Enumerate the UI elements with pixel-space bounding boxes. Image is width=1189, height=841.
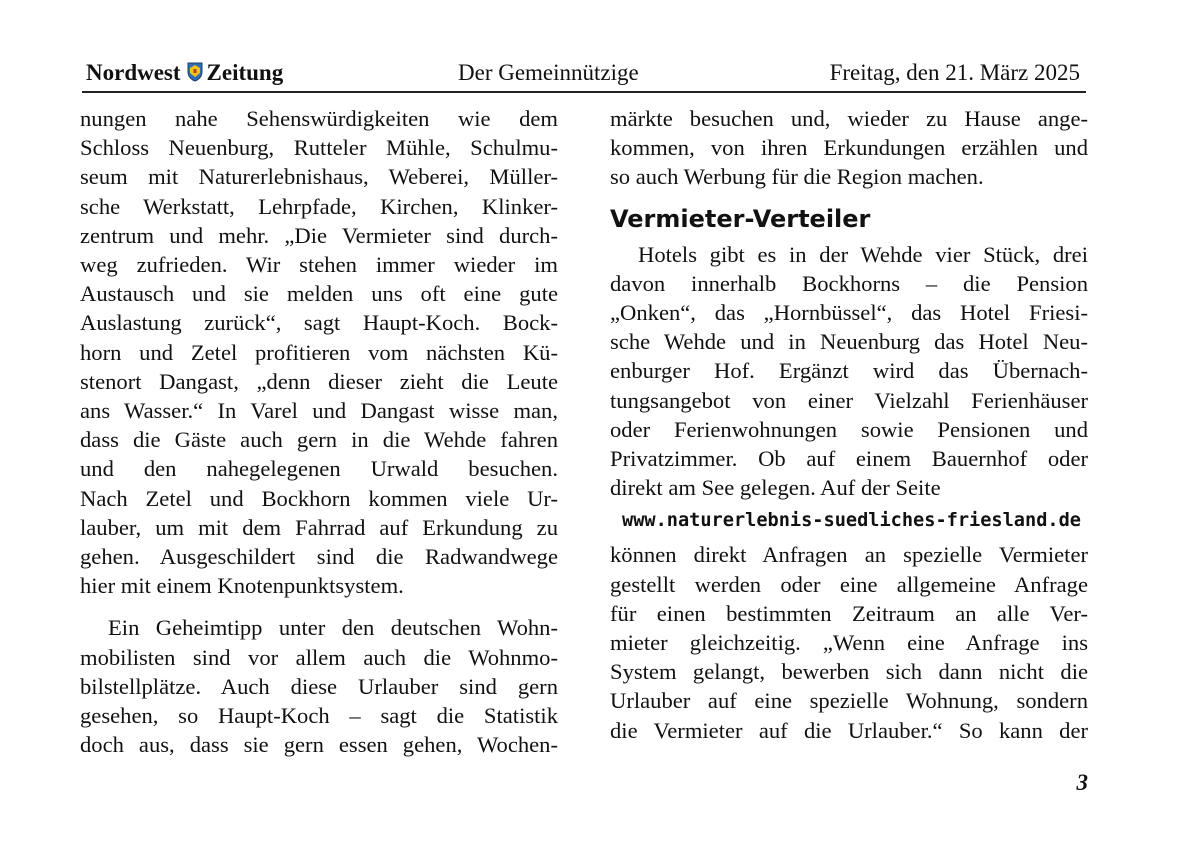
brand-name-part1: Nordwest [86, 60, 181, 85]
text-line: märkte besuchen und, wieder zu Hause ange- [610, 106, 1088, 131]
coat-of-arms-icon [187, 62, 203, 82]
text-line: oder Ferienwohnungen sowie Pensionen und [610, 416, 1088, 442]
website-link[interactable]: www.naturerlebnis-suedliches-friesland.de [622, 510, 1081, 532]
left-column [80, 104, 558, 759]
article-paragraph [80, 104, 558, 600]
text-line: enburger Hof. Ergänzt wird das Übernach- [610, 358, 1088, 384]
article-paragraph [610, 240, 1088, 503]
text-line: tungsangebot von einer Vielzahl Ferienhäuser [610, 387, 1088, 413]
text-line: lauber, um mit dem Fahrrad auf Erkundung zu [80, 514, 558, 540]
text-line: weg zufrieden. Wir stehen immer wieder im [80, 252, 558, 278]
text-line: mieter gleichzeitig. „Wenn eine Anfrage ins [610, 630, 1088, 656]
masthead [82, 57, 1086, 93]
text-line: sche Werkstatt, Lehrpfade, Kirchen, Klinker- [80, 193, 558, 219]
text-line: Austausch und sie melden uns oft eine gute [80, 281, 558, 307]
text-line: so auch Werbung für die Region machen. [610, 164, 984, 190]
text-line: für einen bestimmten Zeitraum an alle Ver- [610, 600, 1088, 626]
text-line: mobilisten sind vor allem auch die Wohnmo- [80, 644, 558, 670]
text-line: nungen nahe Sehenswürdigkeiten wie dem [80, 106, 558, 131]
text-line: Ein Geheimtipp unter den deutschen Wohn- [108, 615, 558, 641]
text-line: seum mit Naturerlebnishaus, Weberei, Müller- [80, 164, 558, 190]
text-line: gestellt werden oder eine allgemeine Anfrage [610, 571, 1088, 597]
paragraph-gap [80, 600, 558, 613]
issue-date: Freitag, den 21. März 2025 [829, 60, 1080, 85]
text-line: System gelangt, bewerben sich dann nicht die [610, 659, 1088, 685]
text-line: kommen, von ihren Erkundungen erzählen und [610, 135, 1088, 161]
page-number: 3 [1076, 770, 1088, 795]
text-line: bilstellplätze. Auch diese Urlauber sind gern [80, 673, 558, 699]
text-line: Auslastung zurück“, sagt Haupt-Koch. Bock- [80, 310, 558, 336]
text-line: und den nahegelegenen Urwald besuchen. [80, 456, 558, 482]
text-line: gesehen, so Haupt-Koch – sagt die Statistik [80, 703, 558, 729]
text-line: hier mit einem Knotenpunktsystem. [80, 573, 404, 599]
text-line: stenort Dangast, „denn dieser zieht die Leute [80, 368, 558, 394]
text-line: Hotels gibt es in der Wehde vier Stück, drei [638, 241, 1088, 267]
section-title: Der Gemeinnützige [458, 60, 639, 85]
text-line: direkt am See gelegen. Auf der Seite [610, 475, 941, 501]
text-line: gehen. Ausgeschildert sind die Radwandwege [80, 544, 558, 570]
text-line: können direkt Anfragen an spezielle Vermieter [610, 542, 1088, 568]
text-line: horn und Zetel profitieren vom nächsten Kü- [80, 339, 558, 365]
brand-name-part2: Zeitung [206, 60, 284, 85]
text-line: die Vermieter auf die Urlauber.“ So kann der [610, 717, 1088, 743]
text-line: davon innerhalb Bockhorns – die Pension [610, 270, 1088, 296]
text-line: dass die Gäste auch gern in die Wehde fahren [80, 427, 558, 453]
right-column [610, 104, 1088, 745]
text-line: Schloss Neuenburg, Rutteler Mühle, Schulmu- [80, 135, 558, 161]
text-line: Nach Zetel und Bockhorn kommen viele Ur- [80, 485, 558, 511]
text-line: Privatzimmer. Ob auf einem Bauernhof oder [610, 446, 1088, 472]
article-paragraph [610, 104, 1088, 192]
article-paragraph [80, 613, 558, 759]
section-heading: Vermieter-Verteiler [610, 204, 871, 233]
article-paragraph [610, 540, 1088, 744]
text-line: doch aus, dass sie gern essen gehen, Wochen- [80, 732, 558, 758]
text-line: Urlauber auf eine spezielle Wohnung, sondern [610, 688, 1088, 714]
newspaper-brand [86, 60, 283, 86]
text-line: zentrum und mehr. „Die Vermieter sind durch- [80, 222, 558, 248]
text-line: „Onken“, das „Hornbüssel“, das Hotel Friesi- [610, 300, 1088, 326]
text-line: ans Wasser.“ In Varel und Dangast wisse man, [80, 398, 558, 424]
text-line: sche Wehde und in Neuenburg das Hotel Neu- [610, 329, 1088, 355]
